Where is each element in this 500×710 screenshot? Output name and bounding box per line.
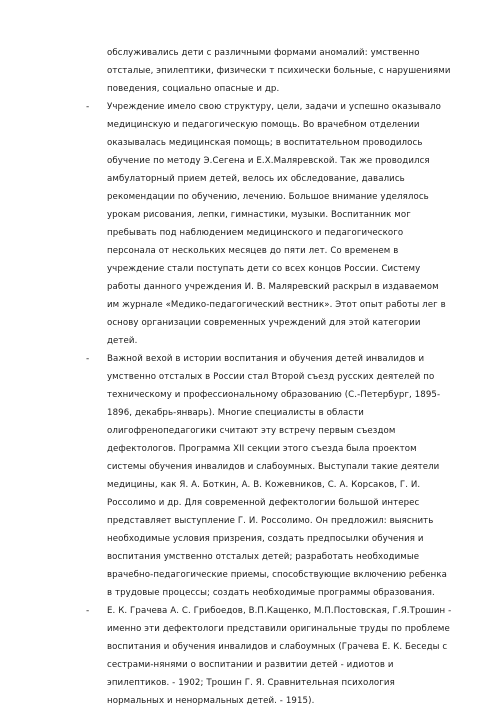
text-line: оказывалась медицинская помощь; в воспитательном проводилось [107, 138, 423, 148]
paragraph [107, 350, 487, 602]
text-line: умственно отсталых в России стал Второй съезд русских деятелей по [107, 372, 435, 382]
text-line: необходимые условия призрения, создать предпосылки обучения и [107, 534, 424, 544]
text-line: поведения, социально опасные и др. [107, 84, 280, 94]
text-line: урокам рисования, лепки, гимнастики, музыки. Воспитанник мог [107, 210, 411, 220]
text-line: медицины, как Я. А. Боткин, А. В. Кожевников, С. А. Корсаков, Г. И. [107, 480, 421, 490]
text-line: медицинскую и педагогическую помощь. Во врачебном отделении [107, 120, 420, 130]
text-line: эпилептиков. - 1902; Трошин Г. Я. Сравнительная психология [107, 678, 395, 688]
paragraph [107, 602, 487, 710]
text-line: учреждение стали поступать дети со всех концов России. Систему [107, 264, 421, 274]
text-line: обслуживались дети с различными формами аномалий: умственно [107, 48, 420, 58]
text-line: Учреждение имело свою структуру, цели, задачи и успешно оказывало [107, 102, 441, 112]
text-line: основу организации современных учреждений для этой категории [107, 318, 421, 328]
text-line: детей. [107, 336, 138, 346]
text-line: дефектологов. Программа XII секции этого съезда была проектом [107, 444, 417, 454]
text-line: сестрами-нянями о воспитании и развитии детей - идиотов и [107, 660, 394, 670]
text-line: работы данного учреждения И. В. Маляревский раскрыл в издаваемом [107, 282, 439, 292]
paragraph [107, 44, 487, 98]
text-line: техническому и профессиональному образованию (С.-Петербург, 1895- [107, 390, 441, 400]
text-line: воспитания и обучения инвалидов и слабоумных (Грачева Е. К. Беседы с [107, 642, 448, 652]
text-line: воспитания умственно отсталых детей; разработать необходимые [107, 552, 420, 562]
text-line: представляет выступление Г. И. Россолимо. Он предложил: выяснить [107, 516, 434, 526]
text-line: Россолимо и др. Для современной дефектологии большой интерес [107, 498, 420, 508]
text-line: олигофренопедагогики считают эту встречу первым съездом [107, 426, 396, 436]
text-line: системы обучения инвалидов и слабоумных. Выступали такие деятели [107, 462, 440, 472]
text-line: в трудовые процессы; создать необходимые программы образования. [107, 588, 435, 598]
text-line: именно эти дефектологи представили оригинальные труды по проблеме [107, 624, 450, 634]
text-line: Е. К. Грачева А. С. Грибоедов, В.П.Кащенко, М.П.Постовская, Г.Я.Трошин - [107, 606, 452, 616]
text-line: нормальных и ненормальных детей. - 1915). [107, 696, 315, 706]
text-line: им журнале «Медико-педагогический вестник». Этот опыт работы лег в [107, 300, 446, 310]
list-bullet: - [86, 102, 90, 112]
text-line: врачебно-педагогические приемы, способствующие включению ребенка [107, 570, 447, 580]
text-line: пребывать под наблюдением медицинского и педагогического [107, 228, 404, 238]
list-bullet: - [86, 606, 90, 616]
text-line: обучение по методу Э.Сегена и Е.Х.Маляревской. Так же проводился [107, 156, 430, 166]
text-line: отсталые, эпилептики, физически т психически больные, с нарушениями [107, 66, 451, 76]
text-line: персонала от нескольких месяцев до пяти лет. Со временем в [107, 246, 399, 256]
paragraph [107, 98, 487, 350]
list-bullet: - [86, 354, 90, 364]
text-line: рекомендации по обучению, лечению. Большое внимание уделялось [107, 192, 429, 202]
text-line: Важной вехой в истории воспитания и обучения детей инвалидов и [107, 354, 425, 364]
text-line: 1896, декабрь-январь). Многие специалисты в области [107, 408, 364, 418]
text-line: амбулаторный прием детей, велось их обследование, давались [107, 174, 405, 184]
